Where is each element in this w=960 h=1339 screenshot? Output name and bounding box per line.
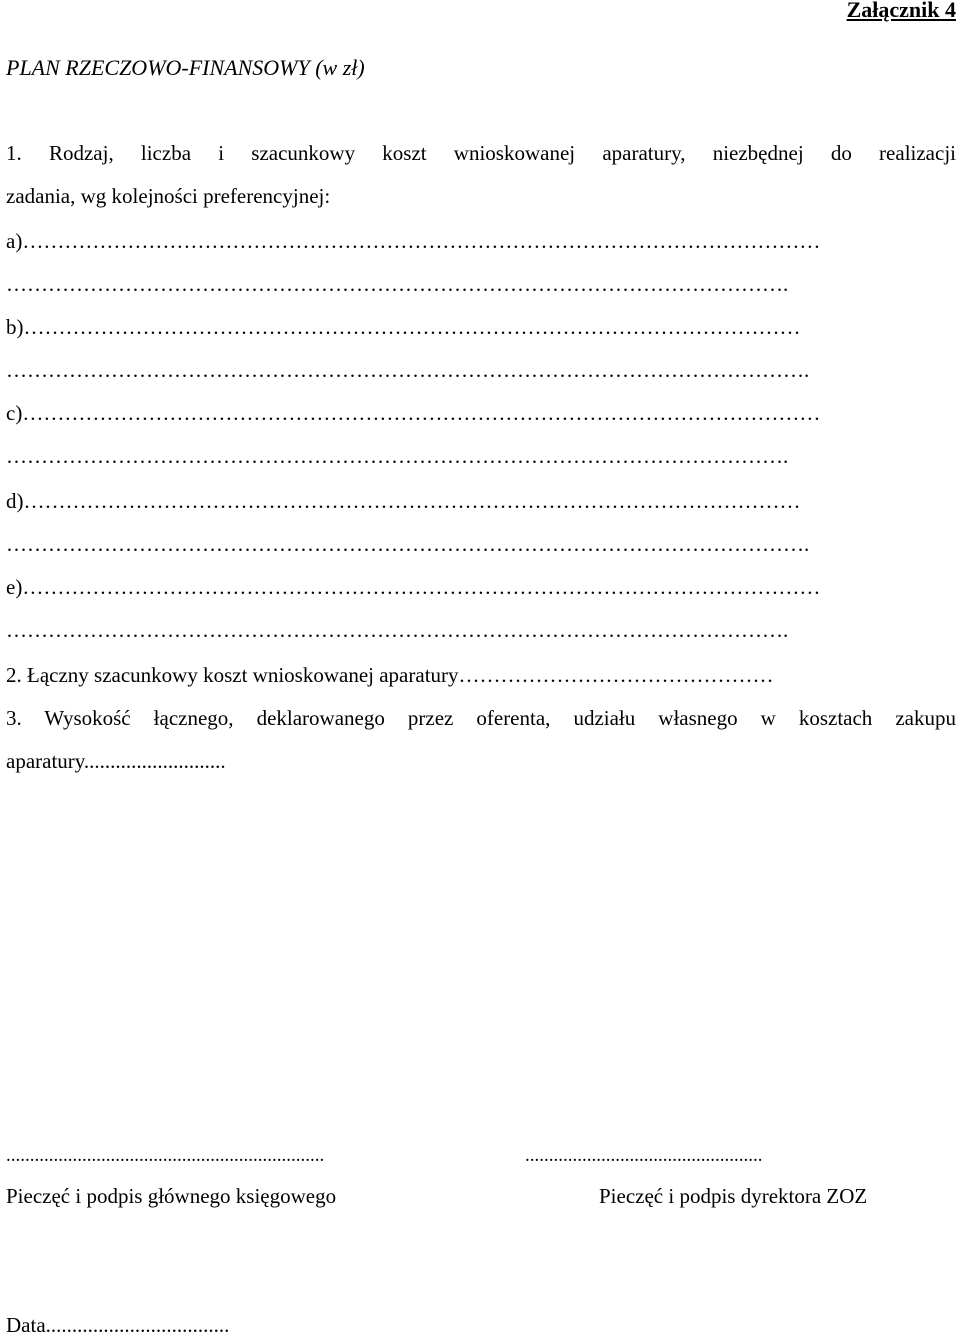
section2-total-cost: 2. Łączny szacunkowy koszt wnioskowanej aparatury……………………………………… [6, 663, 774, 687]
signature-left-line: ................................................................... [6, 1145, 325, 1166]
section1-line1: 1. Rodzaj, liczba i szacunkowy koszt wnioskowanej aparatury, niezbędnej do realizacji [6, 141, 956, 165]
item-e-line: e)…………………………………………………………………………………………………… [6, 575, 821, 599]
section1-line2: zadania, wg kolejności preferencyjnej: [6, 184, 331, 208]
item-b-continuation: ……………………………………………………………………………………………………. [6, 358, 810, 382]
item-b-line: b)………………………………………………………………………………………………… [6, 315, 801, 339]
signature-chief-accountant-label: Pieczęć i podpis głównego księgowego [6, 1184, 337, 1208]
item-a-line: a)…………………………………………………………………………………………………… [6, 229, 821, 253]
date-field: Data................................... [6, 1313, 230, 1337]
document-title: PLAN RZECZOWO-FINANSOWY (w zł) [6, 55, 365, 80]
item-a-continuation: …………………………………………………………………………………………………. [6, 272, 789, 296]
item-e-continuation: …………………………………………………………………………………………………. [6, 618, 789, 642]
signature-director-label: Pieczęć i podpis dyrektora ZOZ [599, 1184, 868, 1208]
section3-line2: aparatury........................... [6, 749, 226, 773]
item-d-continuation: ……………………………………………………………………………………………………. [6, 532, 810, 556]
signature-right-line: .................................................. [525, 1145, 763, 1166]
section3-line1: 3. Wysokość łącznego, deklarowanego przez oferenta, udziału własnego w kosztach zakupu [6, 706, 956, 730]
item-d-line: d)………………………………………………………………………………………………… [6, 489, 801, 513]
item-c-line: c)…………………………………………………………………………………………………… [6, 401, 821, 425]
attachment-label: Załącznik 4 [846, 0, 956, 22]
item-c-continuation: …………………………………………………………………………………………………. [6, 444, 789, 468]
